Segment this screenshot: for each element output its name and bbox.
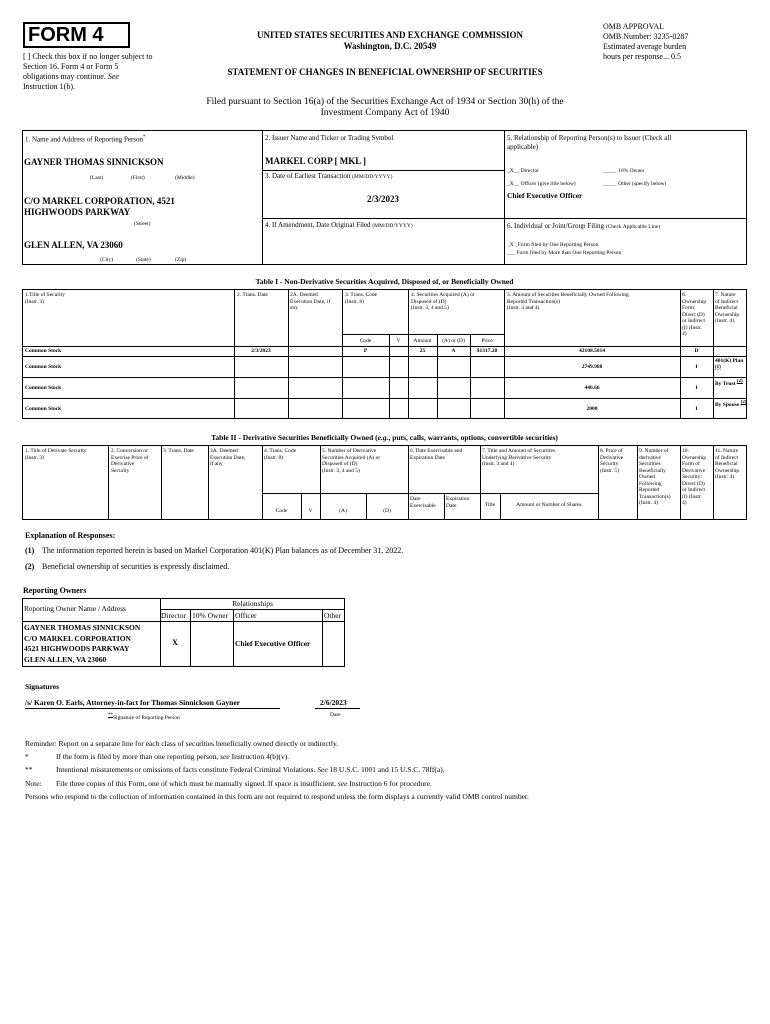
owner-col-officer: Officer [235,611,257,620]
issuer-name: MARKEL CORP [ MKL ] [265,156,366,166]
t1-header-title: 1.Title of Security (Instr. 3) [25,292,65,305]
table-row-form: D [694,348,699,354]
t2-header-ownership-form: 10. Ownership Form of Derivative Security: Direct (D) or Indirect (I) (Instr. 4) [682,448,707,506]
owner-col-director: Director [161,611,186,620]
t1-header-date: 2. Trans. Date [237,292,268,298]
t2-sub-v: V [308,508,313,514]
table-row-nature: 401(K) Plan (1) [715,358,744,370]
explanation-heading: Explanation of Responses: [25,531,116,540]
t1-sub-v: V [396,338,401,344]
footnote-dstar-text: Intentional misstatements or omissions of facts constitute Federal Criminal Violations. See 18 U.S.C. 1001 and 15 U.S.C. 78ff(a). [56,765,445,774]
table-row-owned: 446.66 [584,385,600,391]
t1-sub-price: Price [481,338,493,344]
box3-label: 3. Date of Earliest Transaction (MM/DD/YYYY) [265,172,393,180]
t2-sub-title: Title [484,502,496,508]
agency-name: UNITED STATES SECURITIES AND EXCHANGE COMMISSION Washington, D.C. 20549 [257,30,523,51]
table-row-security: Common Stock [25,385,62,391]
street-address: C/O MARKEL CORPORATION, 4521 HIGHWOODS PARKWAY [24,196,175,217]
other-check: _____ Other (specify below) [603,181,667,187]
t2-sub-date-exercisable: Date Exercisable [410,496,436,509]
city-state-zip: GLEN ALLEN, VA 23060 [24,240,123,250]
note-text: File three copies of this Form, one of which must be manually signed. If space is insufficient, see Instruction 6 for procedure. [56,779,432,788]
table2-title: Table II - Derivative Securities Beneficially Owned (e.g., puts, calls, warrants, options, convertible securities) [211,433,558,442]
table-row-price: $1317.28 [476,348,498,354]
t2-sub-a: (A) [339,508,347,514]
table-row-nature: By Spouse (2) [715,400,747,408]
t1-header-code: 3. Trans. Code (Instr. 8) [345,292,378,305]
filing-more-persons: ___ Form filed by More than One Reporting Person [507,250,622,256]
reminder-text: Reminder: Report on a separate line for each class of securities beneficially owned directly or indirectly. [25,739,339,748]
city-label: (City) [100,257,114,263]
t2-sub-code: Code [275,508,288,514]
t2-header-number: 5. Number of Derivative Securities Acquired (A) or Disposed of (D) (Instr. 3, 4 and 5) [322,448,381,474]
owner-col-ten-pct: 10% Owner [192,611,229,620]
owner-director-mark: X [172,638,178,647]
footnote-2-text: Beneficial ownership of securities is expressly disclaimed. [42,562,230,571]
table-row-form: I [695,406,698,412]
omb-approval: OMB APPROVAL OMB Number: 3235-0287 Estimated average burden hours per response... 0.5 [603,22,689,61]
note-label: Note: [25,779,42,788]
signature-value: /s/ Karen O. Earls, Attorney-in-fact for Thomas Sinnickson Gayner [25,698,241,707]
signatures-heading: Signatures [25,682,60,691]
footnote-star: * [25,752,29,761]
t2-header-date: 3. Trans. Date [163,448,194,454]
box6-label: 6. Individual or Joint/Group Filing (Check Applicable Line) [507,222,661,230]
table-row-security: Common Stock [25,364,62,370]
table1-title: Table I - Non-Derivative Securities Acquired, Disposed of, or Beneficially Owned [255,277,514,286]
t2-sub-d: (D) [383,508,391,514]
table-row-nature: By Trust (2) [715,379,743,387]
officer-check: _X__ Officer (give title below) [507,181,576,187]
footnote-2-number: (2) [25,562,35,571]
director-check: _X__ Director [507,168,539,174]
t1-header-amount-owned: 5. Amount of Securities Beneficially Owned Following Reported Transaction(s) (Instr. 3 and 4) [507,292,629,311]
owner-col-other: Other [324,611,342,620]
t1-sub-code: Code [359,338,372,344]
owner-col-name: Reporting Owner Name / Address [24,604,127,613]
t2-header-code: 4. Trans. Code (Instr. 8) [264,448,297,461]
reporting-person-name: GAYNER THOMAS SINNICKSON [24,157,164,167]
box5-label: 5. Relationship of Reporting Person(s) to Issuer (Check all applicable) [507,134,672,151]
t1-header-nature: 7. Nature of Indirect Beneficial Ownership (Instr. 4) [715,292,740,324]
t2-header-title: 1. Title of Derivate Security (Instr. 3) [25,448,87,461]
t1-sub-ad: (A) or (D) [442,338,465,344]
t2-header-deemed: 3A. Deemed Execution Date, if any [210,448,246,467]
ten-pct-owner-check: _____ 10% Owner [603,168,645,174]
table-row-amount: 25 [419,348,426,354]
t2-header-nature: 11. Nature of Indirect Beneficial Ownership (Instr. 4) [715,448,740,480]
filed-pursuant: Filed pursuant to Section 16(a) of the Securities Exchange Act of 1934 or Section 30(h) of the Investment Company Act of 1940 [206,97,564,118]
reporting-owners-heading: Reporting Owners [23,586,87,595]
table-row-form: I [695,385,698,391]
first-label: (First) [131,175,145,181]
table-row-ad: A [451,348,456,354]
signature-date: 2/6/2023 [320,698,347,707]
box2-label: 2. Issuer Name and Ticker or Trading Symbol [265,134,394,142]
t1-header-acquired: 4. Securities Acquired (A) or Disposed of (D) (Instr. 3, 4 and 5) [411,292,475,311]
street-label: (Street) [134,221,151,227]
checkbox-note: [ ] Check this box if no longer subject to Section 16. Form 4 or Form 5 obligations may continue. See Instruction 1(b). [23,52,153,91]
statement-title: STATEMENT OF CHANGES IN BENEFICIAL OWNERSHIP OF SECURITIES [227,67,543,77]
middle-label: (Middle) [175,175,195,181]
footnote-dstar: ** [25,765,33,774]
footnote-star-text: If the form is filed by more than one reporting person, see Instruction 4(b)(v). [56,752,290,761]
form-title: FORM 4 [23,22,130,48]
date-label: Date [330,712,341,718]
earliest-transaction-date: 2/3/2023 [366,194,399,204]
box4-label: 4. If Amendment, Date Original Filed (MM/DD/YYYY) [265,221,413,229]
owner-officer-title: Chief Executive Officer [235,639,311,648]
t2-header-number-owned: 9. Number of derivative Securities Beneficially Owned Following Reported Transaction(s) (Instr. 4) [639,448,671,506]
table-row-owned: 2000 [586,406,598,412]
officer-title: Chief Executive Officer [507,191,583,200]
table-row-code: P [363,348,368,354]
omb-persons-notice: Persons who respond to the collection of information contained in this form are not required to respond unless the form displays a currently valid OMB control number. [25,792,529,801]
state-label: (State) [136,257,151,263]
t2-header-exercisable: 6. Date Exercisable and Expiration Date [410,448,463,461]
table-row-date: 2/3/2023 [251,348,271,354]
t1-header-deemed: 2A. Deemed Execution Date, if any [290,292,331,311]
t1-header-ownership-form: 6. Ownership Form: Direct (D) or Indirect (I) (Instr. 4) [682,292,707,337]
filing-one-person: _X _Form filed by One Reporting Person [507,242,599,248]
owner-name-address: GAYNER THOMAS SINNICKSON C/O MARKEL CORPORATION 4521 HIGHWOODS PARKWAY GLEN ALLEN, VA 23060 [24,623,141,664]
t1-sub-amount: Amount [413,338,432,344]
t2-sub-amount: Amount or Number of Shares [516,502,582,508]
t2-header-price: 8. Price of Derivative Security (Instr. 5) [600,448,624,474]
table-row-owned: 42108.5014 [578,348,606,354]
footnote-1-text: The information reported herein is based on Markel Corporation 401(K) Plan balances as of December 31, 2022. [42,546,404,555]
relationships-header: Relationships [232,599,273,608]
table-row-security: Common Stock [25,348,62,354]
signature-label: **Signature of Reporting Person [108,713,180,721]
last-label: (Last) [90,175,104,181]
table-row-security: Common Stock [25,406,62,412]
table-row-owned: 2749.988 [581,364,603,370]
box1-label: 1. Name and Address of Reporting Person* [25,135,146,144]
table-row-form: I [695,364,698,370]
t2-sub-expiration: Expiration Date [446,496,470,509]
t2-header-underlying: 7. Title and Amount of Securities Underlying Derivative Security (Instr. 3 and 4) [482,448,556,467]
zip-label: (Zip) [175,257,187,263]
footnote-1-number: (1) [25,546,35,555]
t2-header-conversion: 2. Conversion or Exercise Price of Derivative Security [111,448,149,474]
